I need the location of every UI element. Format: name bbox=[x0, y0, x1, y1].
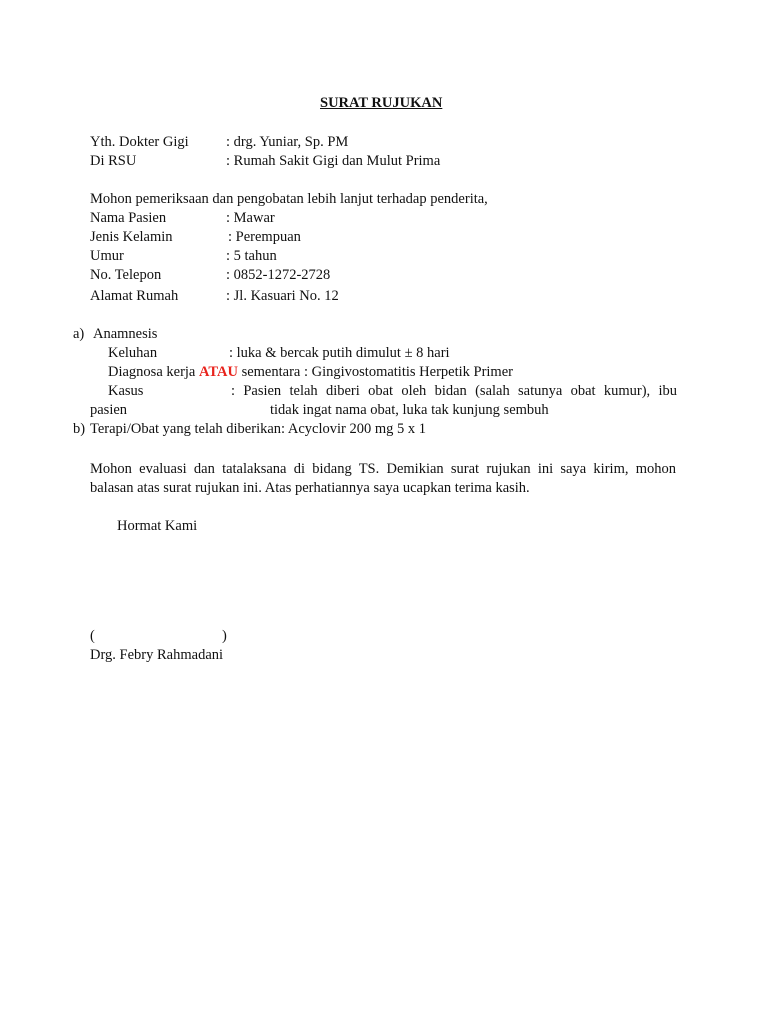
case-line2-value: tidak ingat nama obat, luka tak kunjung sembuh bbox=[270, 402, 549, 418]
therapy-text: Terapi/Obat yang telah diberikan: Acyclovir 200 mg 5 x 1 bbox=[90, 421, 427, 437]
therapy-marker: b) bbox=[73, 421, 86, 437]
diagnosis-prefix: Diagnosa kerja bbox=[108, 364, 196, 380]
diagnosis-highlight: ATAU bbox=[199, 364, 238, 380]
patient-address-value: : Jl. Kasuari No. 12 bbox=[226, 288, 339, 304]
case-line2-prefix: pasien bbox=[90, 402, 128, 418]
patient-gender-label: Jenis Kelamin bbox=[90, 229, 173, 245]
complaint-value: : luka & bercak putih dimulut ± 8 hari bbox=[229, 345, 450, 361]
patient-phone-value: : 0852-1272-2728 bbox=[226, 267, 331, 283]
complaint-label: Keluhan bbox=[108, 345, 158, 361]
patient-gender-value: : Perempuan bbox=[228, 229, 301, 245]
anamnesis-heading: Anamnesis bbox=[93, 326, 158, 342]
recipient-doctor-label: Yth. Dokter Gigi bbox=[90, 134, 189, 150]
recipient-doctor-value: : drg. Yuniar, Sp. PM bbox=[226, 134, 349, 150]
patient-name-value: : Mawar bbox=[226, 210, 275, 226]
anamnesis-marker: a) bbox=[73, 326, 85, 342]
signature-open-paren: ( bbox=[90, 628, 95, 644]
signature-close-paren: ) bbox=[222, 628, 227, 644]
case-label: Kasus bbox=[108, 383, 144, 399]
case-value-line1: : Pasien telah diberi obat oleh bidan (salah satunya obat kumur), ibu bbox=[231, 383, 677, 399]
intro-text: Mohon pemeriksaan dan pengobatan lebih lanjut terhadap penderita, bbox=[90, 191, 488, 207]
signature-greeting: Hormat Kami bbox=[117, 518, 198, 534]
patient-age-label: Umur bbox=[90, 248, 124, 264]
diagnosis-line bbox=[108, 363, 513, 382]
patient-age-value: : 5 tahun bbox=[226, 248, 277, 264]
patient-name-label: Nama Pasien bbox=[90, 210, 167, 226]
letter-title: SURAT RUJUKAN bbox=[320, 95, 443, 111]
patient-phone-label: No. Telepon bbox=[90, 267, 162, 283]
diagnosis-suffix: sementara : Gingivostomatitis Herpetik Primer bbox=[241, 364, 513, 380]
signature-name: Drg. Febry Rahmadani bbox=[90, 647, 224, 663]
recipient-hospital-value: : Rumah Sakit Gigi dan Mulut Prima bbox=[226, 153, 441, 169]
recipient-hospital-label: Di RSU bbox=[90, 153, 137, 169]
closing-line1: Mohon evaluasi dan tatalaksana di bidang TS. Demikian surat rujukan ini saya kirim, mohon bbox=[90, 461, 676, 477]
closing-line2: balasan atas surat rujukan ini. Atas perhatiannya saya ucapkan terima kasih. bbox=[90, 480, 530, 496]
patient-address-label: Alamat Rumah bbox=[90, 288, 179, 304]
